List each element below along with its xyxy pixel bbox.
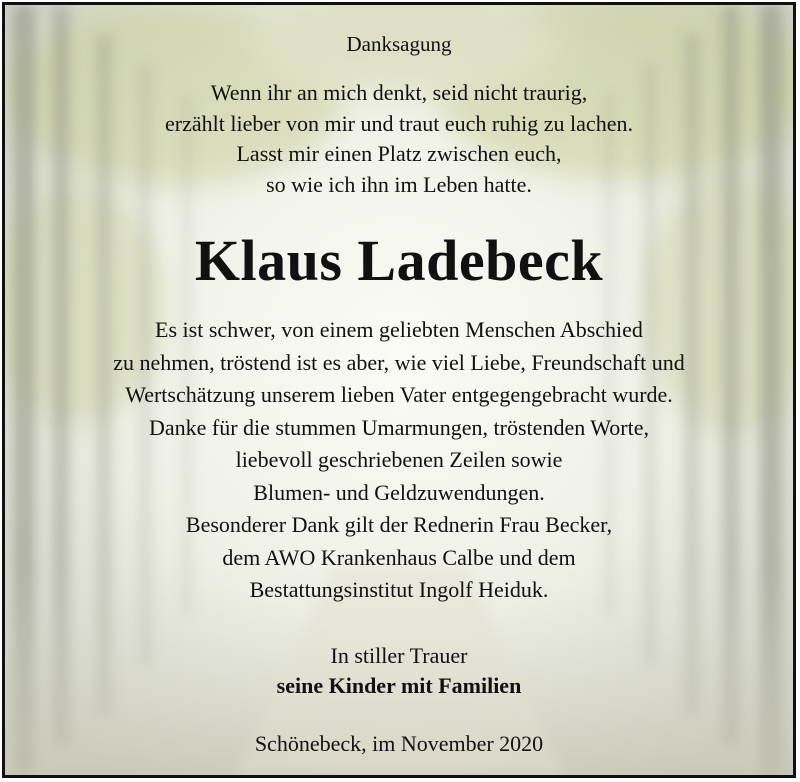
body-line: Es ist schwer, von einem geliebten Menschen Abschied	[155, 317, 643, 342]
body-line: Blumen- und Geldzuwendungen.	[253, 479, 545, 505]
poem	[5, 78, 793, 200]
body-line: Besonderer Dank gilt der Rednerin Frau Becker,	[185, 512, 613, 537]
obituary-card	[2, 2, 796, 778]
notice-text-block	[5, 5, 793, 759]
poem-line: Lasst mir einen Platz zwischen euch,	[236, 141, 562, 166]
poem-line: erzählt lieber von mir und traut euch ruhig zu lachen.	[165, 110, 633, 136]
body-line: Danke für die stummen Umarmungen, tröstenden Worte,	[148, 414, 650, 440]
body-line: dem AWO Krankenhaus Calbe und dem	[222, 544, 576, 570]
notice-heading: Danksagung	[346, 32, 452, 56]
deceased-name: Klaus Ladebeck	[194, 228, 604, 293]
body-line: Wertschätzung unserem lieben Vater entgegengebracht wurde.	[125, 382, 673, 407]
place-date: Schönebeck, im November 2020	[254, 730, 544, 756]
poem-line: Wenn ihr an mich denkt, seid nicht traurig,	[210, 80, 588, 105]
signature: seine Kinder mit Familien	[276, 672, 522, 698]
body-line: liebevoll geschriebenen Zeilen sowie	[235, 447, 563, 472]
poem-line: so wie ich ihn im Leben hatte.	[266, 171, 532, 197]
closing-text: In stiller Trauer	[330, 642, 468, 668]
body-line: zu nehmen, tröstend ist es aber, wie viel Liebe, Freundschaft und	[113, 349, 685, 375]
closing-block	[5, 641, 793, 701]
thanks-body	[5, 314, 793, 607]
body-line: Bestattungsinstitut Ingolf Heiduk.	[249, 577, 549, 602]
